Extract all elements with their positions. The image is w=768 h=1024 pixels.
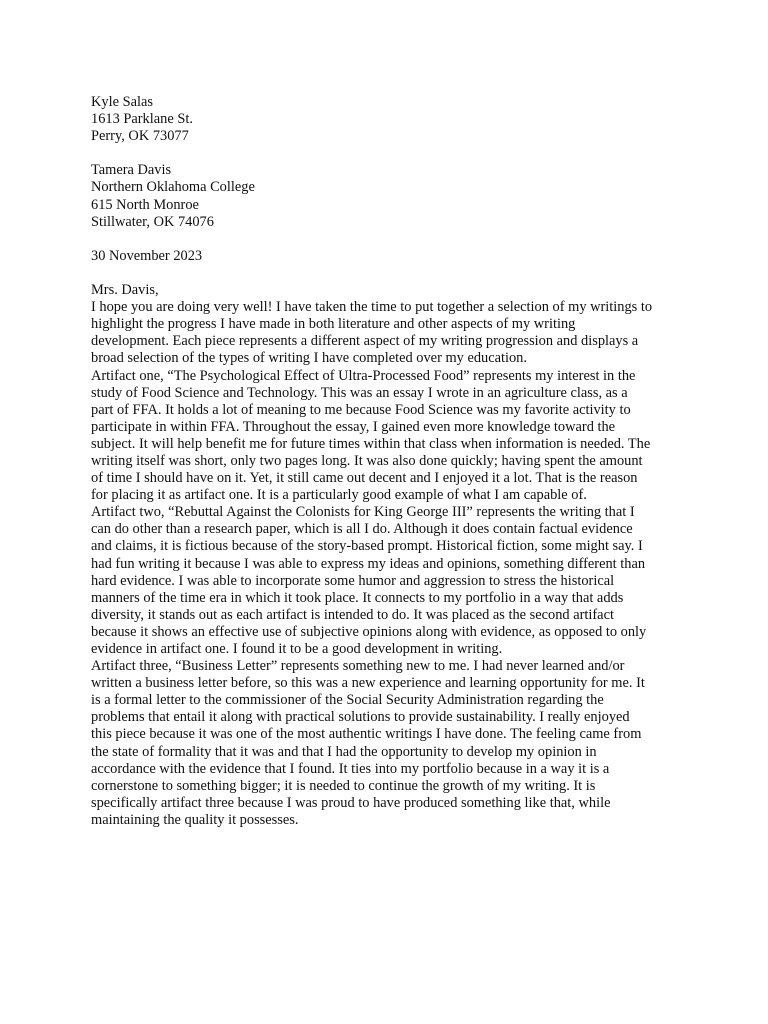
paragraph-line: the state of formality that it was and that I had the opportunity to develop my opinion in (91, 743, 597, 760)
paragraph-line: manners of the time era in which it took place. It connects to my portfolio in a way that adds (91, 589, 624, 606)
paragraph-line: writing itself was short, only two pages long. It was also done quickly; having spent the amount (91, 452, 643, 469)
paragraph-line: because it shows an effective use of subjective opinions along with evidence, as opposed to only (91, 623, 647, 640)
sender-name: Kyle Salas (91, 94, 153, 110)
salutation-text: Mrs. Davis, (91, 282, 159, 299)
paragraph-line: highlight the progress I have made in both literature and other aspects of my writing (91, 316, 576, 333)
paragraph-line: this piece because it was one of the most authentic writings I have done. The feeling came from (91, 726, 642, 743)
body-paragraph-artifact-three (91, 658, 688, 829)
paragraph-line: hard evidence. I was able to incorporate some humor and aggression to stress the historical (91, 572, 615, 589)
paragraph-line: accordance with the evidence that I found. It ties into my portfolio because in a way it is a (91, 760, 610, 777)
paragraph-line: diversity, it stands out as each artifact is intended to do. It was placed as the second artifact (91, 606, 614, 623)
body-paragraph-artifact-one (91, 368, 688, 505)
paragraph-line: broad selection of the types of writing I have completed over my education. (91, 350, 527, 367)
recipient-city-state-zip: Stillwater, OK 74076 (91, 213, 214, 230)
sender-city-state-zip: Perry, OK 73077 (91, 128, 189, 145)
paragraph-line: for placing it as artifact one. It is a particularly good example of what I am capable of. (91, 487, 587, 504)
paragraph-line: specifically artifact three because I was proud to have produced something like that, while (91, 794, 611, 811)
date-text: 30 November 2023 (91, 247, 203, 264)
paragraph-line: Artifact three, “Business Letter” represents something new to me. I had never learned and/or (91, 658, 625, 675)
paragraph-line: of time I should have on it. Yet, it still came out decent and I enjoyed it a lot. That is the reason (91, 470, 638, 487)
paragraph-line: can do other than a research paper, which is all I do. Although it does contain factual evidence (91, 521, 633, 538)
paragraph-line: Artifact two, “Rebuttal Against the Colonists for King George III” represents the writing that I (91, 504, 635, 521)
recipient-address (91, 162, 688, 230)
letter-date (91, 248, 688, 265)
sender-street: 1613 Parklane St. (91, 111, 193, 128)
letter-salutation (91, 282, 688, 299)
paragraph-line: evidence in artifact one. I found it to be a good development in writing. (91, 641, 503, 657)
recipient-organization: Northern Oklahoma College (91, 179, 255, 196)
paragraph-line: I hope you are doing very well! I have taken the time to put together a selection of my writings to (91, 299, 653, 316)
paragraph-line: maintaining the quality it possesses. (91, 811, 299, 828)
recipient-name: Tamera Davis (91, 162, 172, 179)
paragraph-line: is a formal letter to the commissioner of the Social Security Administration regarding the (91, 692, 604, 709)
body-paragraph-intro (91, 299, 688, 367)
body-paragraph-artifact-two (91, 504, 688, 658)
paragraph-line: Artifact one, “The Psychological Effect of Ultra-Processed Food” represents my interest in the (91, 367, 636, 384)
paragraph-line: development. Each piece represents a different aspect of my writing progression and displays a (91, 333, 639, 350)
recipient-street: 615 North Monroe (91, 196, 199, 213)
paragraph-line: subject. It will help benefit me for future times within that class when information is needed. The (91, 435, 651, 452)
paragraph-line: problems that entail it along with practical solutions to provide sustainability. I really enjoyed (91, 709, 630, 726)
paragraph-line: and claims, it is fictious because of the story-based prompt. Historical fiction, some might say. I (91, 538, 643, 555)
paragraph-line: cornerstone to something bigger; it is needed to continue the growth of my writing. It is (91, 777, 596, 794)
paragraph-line: part of FFA. It holds a lot of meaning to me because Food Science was my favorite activity to (91, 401, 631, 418)
paragraph-line: study of Food Science and Technology. This was an essay I wrote in an agriculture class, as a (91, 384, 628, 401)
paragraph-line: participate in within FFA. Throughout the essay, I gained even more knowledge toward the (91, 418, 616, 435)
paragraph-line: had fun writing it because I was able to express my ideas and opinions, something different than (91, 555, 646, 572)
paragraph-line: written a business letter before, so this was a new experience and learning opportunity for me. It (91, 675, 645, 692)
sender-address (91, 94, 688, 145)
